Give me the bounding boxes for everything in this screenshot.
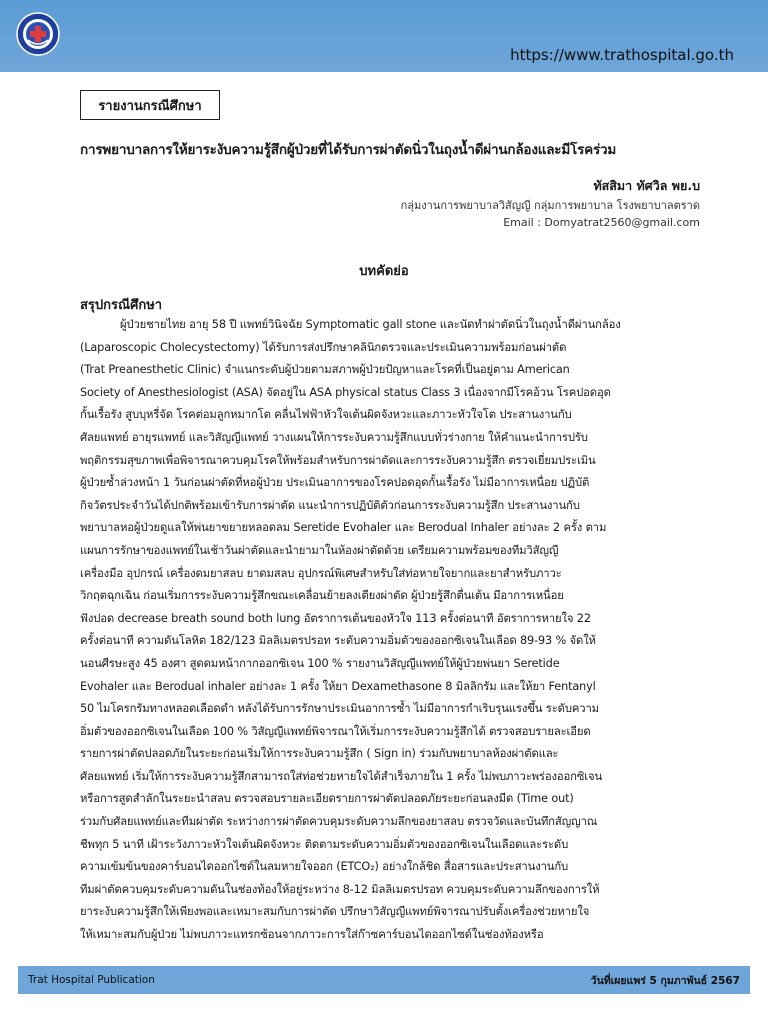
site-url[interactable]: https://www.trathospital.go.th — [510, 46, 734, 64]
body-line: ร่วมกับศัลยแพทย์และทีมผ่าตัด ระหว่างการผ่าตัดควบคุมระดับความลึกของยาสลบ ตรวจวัดและบันทึกสัญญาณ — [80, 815, 598, 829]
author-name: ทัสสิมา ทัศวิล พย.บ — [593, 178, 700, 193]
body-line: อิ่มตัวของออกซิเจนในเลือด 100 % วิสัญญีแพทย์พิจารณาให้เริ่มการระงับความรู้สึกได้ ตรวจสอบรายละเอียด — [80, 724, 591, 738]
page-title: การพยาบาลการให้ยาระงับความรู้สึกผู้ป่วยที่ได้รับการผ่าตัดนิ่วในถุงน้ำดีผ่านกล้องและมีโรคร่วม — [80, 142, 617, 158]
footer-date: วันที่เผยแพร่ 5 กุมภาพันธ์ 2567 — [590, 974, 740, 987]
body-line: Evohaler และ Berodual inhaler อย่างละ 1 ครั้ง ให้ยา Dexamethasone 8 มิลลิกรัม และให้ยา Fentanyl — [80, 679, 596, 693]
body-line: ศัลยแพทย์ เริ่มให้การระงับความรู้สึกสามารถใส่ท่อช่วยหายใจได้สำเร็จภายใน 1 ครั้ง ไม่พบภาวะพร่องออกซิเจน — [80, 769, 603, 783]
body-line: แผนการรักษาของแพทย์ในเช้าวันผ่าตัดและนำยามาในห้องผ่าตัดด้วย เตรียมความพร้อมของทีมวิสัญญี — [80, 543, 559, 557]
footer-bar — [18, 966, 750, 994]
body-line: รายการผ่าตัดปลอดภัยในระยะก่อนเริ่มให้การระงับความรู้สึก ( Sign in) ร่วมกับพยาบาลห้องผ่าตัดและ — [80, 747, 559, 761]
body-line: กิจวัตรประจำวันได้ปกติพร้อมเข้ารับการผ่าตัด แนะนำการปฏิบัติตัวก่อนการระงับความรู้สึก ประสานงานกับ — [80, 498, 580, 512]
body-line: หรือการสูดสำลักในระยะนำสลบ ตรวจสอบรายละเอียดรายการผ่าตัดปลอดภัยระยะก่อนลงมีด (Time out) — [80, 792, 574, 806]
section-heading: สรุปกรณีศึกษา — [80, 298, 163, 313]
body-line: ผู้ป่วยซ้ำล่วงหน้า 1 วันก่อนผ่าตัดที่หอผู้ป่วย ประเมินอาการของโรคปอดอุดกั้นเรื้อรัง ไม่มีอาการเหนื่อย ปฏิบัติ — [80, 476, 590, 490]
body-line: พฤติกรรมสุขภาพเพื่อพิจารณาควบคุมโรคให้พร้อมสำหรับการผ่าตัดและการระงับความรู้สึก ตรวจเยี่ยมประเมิน — [80, 453, 596, 467]
body-line: (Trat Preanesthetic Clinic) จำแนกระดับผู้ป่วยตามสภาพผู้ป่วยปัญหาและโรคที่เป็นอยู่ตาม American — [80, 363, 570, 377]
footer-publication: Trat Hospital Publication — [28, 974, 155, 986]
body-line: ชีพทุก 5 นาที เฝ้าระวังภาวะหัวใจเต้นผิดจังหวะ ติดตามระดับความอิ่มตัวของออกซิเจนในเลือดและระดับ — [80, 837, 569, 851]
body-line: 50 ไมโครกรัมทางหลอดเลือดดำ หลังได้รับการรักษาประเมินอาการซ้ำ ไม่มีอาการกำเริบรุนแรงขึ้น ระดับความ — [80, 702, 599, 716]
body-line: Society of Anesthesiologist (ASA) จัดอยู่ใน ASA physical status Class 3 เนื่องจากมีโรคอ้วน โรคปอดอุด — [80, 385, 611, 399]
hospital-logo-icon — [16, 12, 60, 56]
body-line: ความเข้มข้นของคาร์บอนไดออกไซด์ในลมหายใจออก (ETCO₂) อย่างใกล้ชิด สื่อสารและประสานงานกับ — [80, 860, 569, 874]
body-line: พยาบาลหอผู้ป่วยดูแลให้พ่นยาขยายหลอดลม Seretide Evohaler และ Berodual Inhaler อย่างละ 2 ครั้ง ตาม — [80, 521, 607, 535]
body-line: นอนศีรษะสูง 45 องศา สูดดมหน้ากากออกซิเจน 100 % รายงานวิสัญญีแพทย์ให้ผู้ป่วยพ่นยา Seretide — [80, 656, 560, 670]
body-text — [80, 314, 676, 942]
abstract-heading: บทคัดย่อ — [359, 264, 409, 279]
body-line: ให้เหมาะสมกับผู้ป่วย ไม่พบภาวะแทรกซ้อนจากภาวะการใส่ก๊าซคาร์บอนไดออกไซด์ในช่องท้องหรือ — [80, 928, 544, 942]
body-line: ฟังปอด decrease breath sound both lung อัตราการเต้นของหัวใจ 113 ครั้งต่อนาที อัตราการหายใจ 22 — [80, 611, 591, 625]
body-line: ศัลยแพทย์ อายุรแพทย์ และวิสัญญีแพทย์ วางแผนให้การระงับความรู้สึกแบบทั่วร่างกาย ให้คำแนะนำการปรับ — [80, 430, 588, 444]
body-line: เครื่องมือ อุปกรณ์ เครื่องดมยาสลบ ยาดมสลบ อุปกรณ์พิเศษสำหรับใส่ท่อหายใจยากและยาสำหรับภาวะ — [80, 566, 562, 580]
header-bar — [0, 0, 768, 72]
body-line: กั้นเรื้อรัง สูบบุหรี่จัด โรคต่อมลูกหมากโต คลื่นไฟฟ้าหัวใจเต้นผิดจังหวะและภาวะหัวใจโต ประสานงานกับ — [80, 408, 572, 422]
author-affiliation: กลุ่มงานการพยาบาลวิสัญญี กลุ่มการพยาบาล โรงพยาบาลตราด — [400, 199, 700, 212]
author-email[interactable]: Email : Domyatrat2560@gmail.com — [503, 216, 700, 229]
body-line: ยาระงับความรู้สึกให้เพียงพอและเหมาะสมกับการผ่าตัด ปรึกษาวิสัญญีแพทย์พิจารณาปรับตั้งเครื่องช่วยหายใจ — [80, 905, 590, 919]
body-line: ครั้งต่อนาที ความดันโลหิต 182/123 มิลลิเมตรปรอท ระดับความอิ่มตัวของออกซิเจนในเลือด 89-93 % จัดให้ — [80, 634, 596, 648]
body-line: ผู้ป่วยชายไทย อายุ 58 ปี แพทย์วินิจฉัย Symptomatic gall stone และนัดทำผ่าตัดนิ่วในถุงน้ำดีผ่านกล้อง — [120, 318, 621, 331]
body-line: วิกฤตฉุกเฉิน ก่อนเริ่มการระงับความรู้สึกขณะเคลื่อนย้ายลงเตียงผ่าตัด ผู้ป่วยรู้สึกตื่นเต้น มีอาการเหนื่อย — [80, 589, 564, 603]
body-line: ทีมผ่าตัดควบคุมระดับความดันในช่องท้องให้อยู่ระหว่าง 8-12 มิลลิเมตรปรอท ควบคุมระดับความลึกของการให้ — [80, 882, 600, 896]
body-line: (Laparoscopic Cholecystectomy) ได้รับการส่งปรึกษาคลินิกตรวจและประเมินความพร้อมก่อนผ่าตัด — [80, 340, 567, 354]
report-type-box: รายงานกรณีศึกษา — [80, 90, 220, 120]
